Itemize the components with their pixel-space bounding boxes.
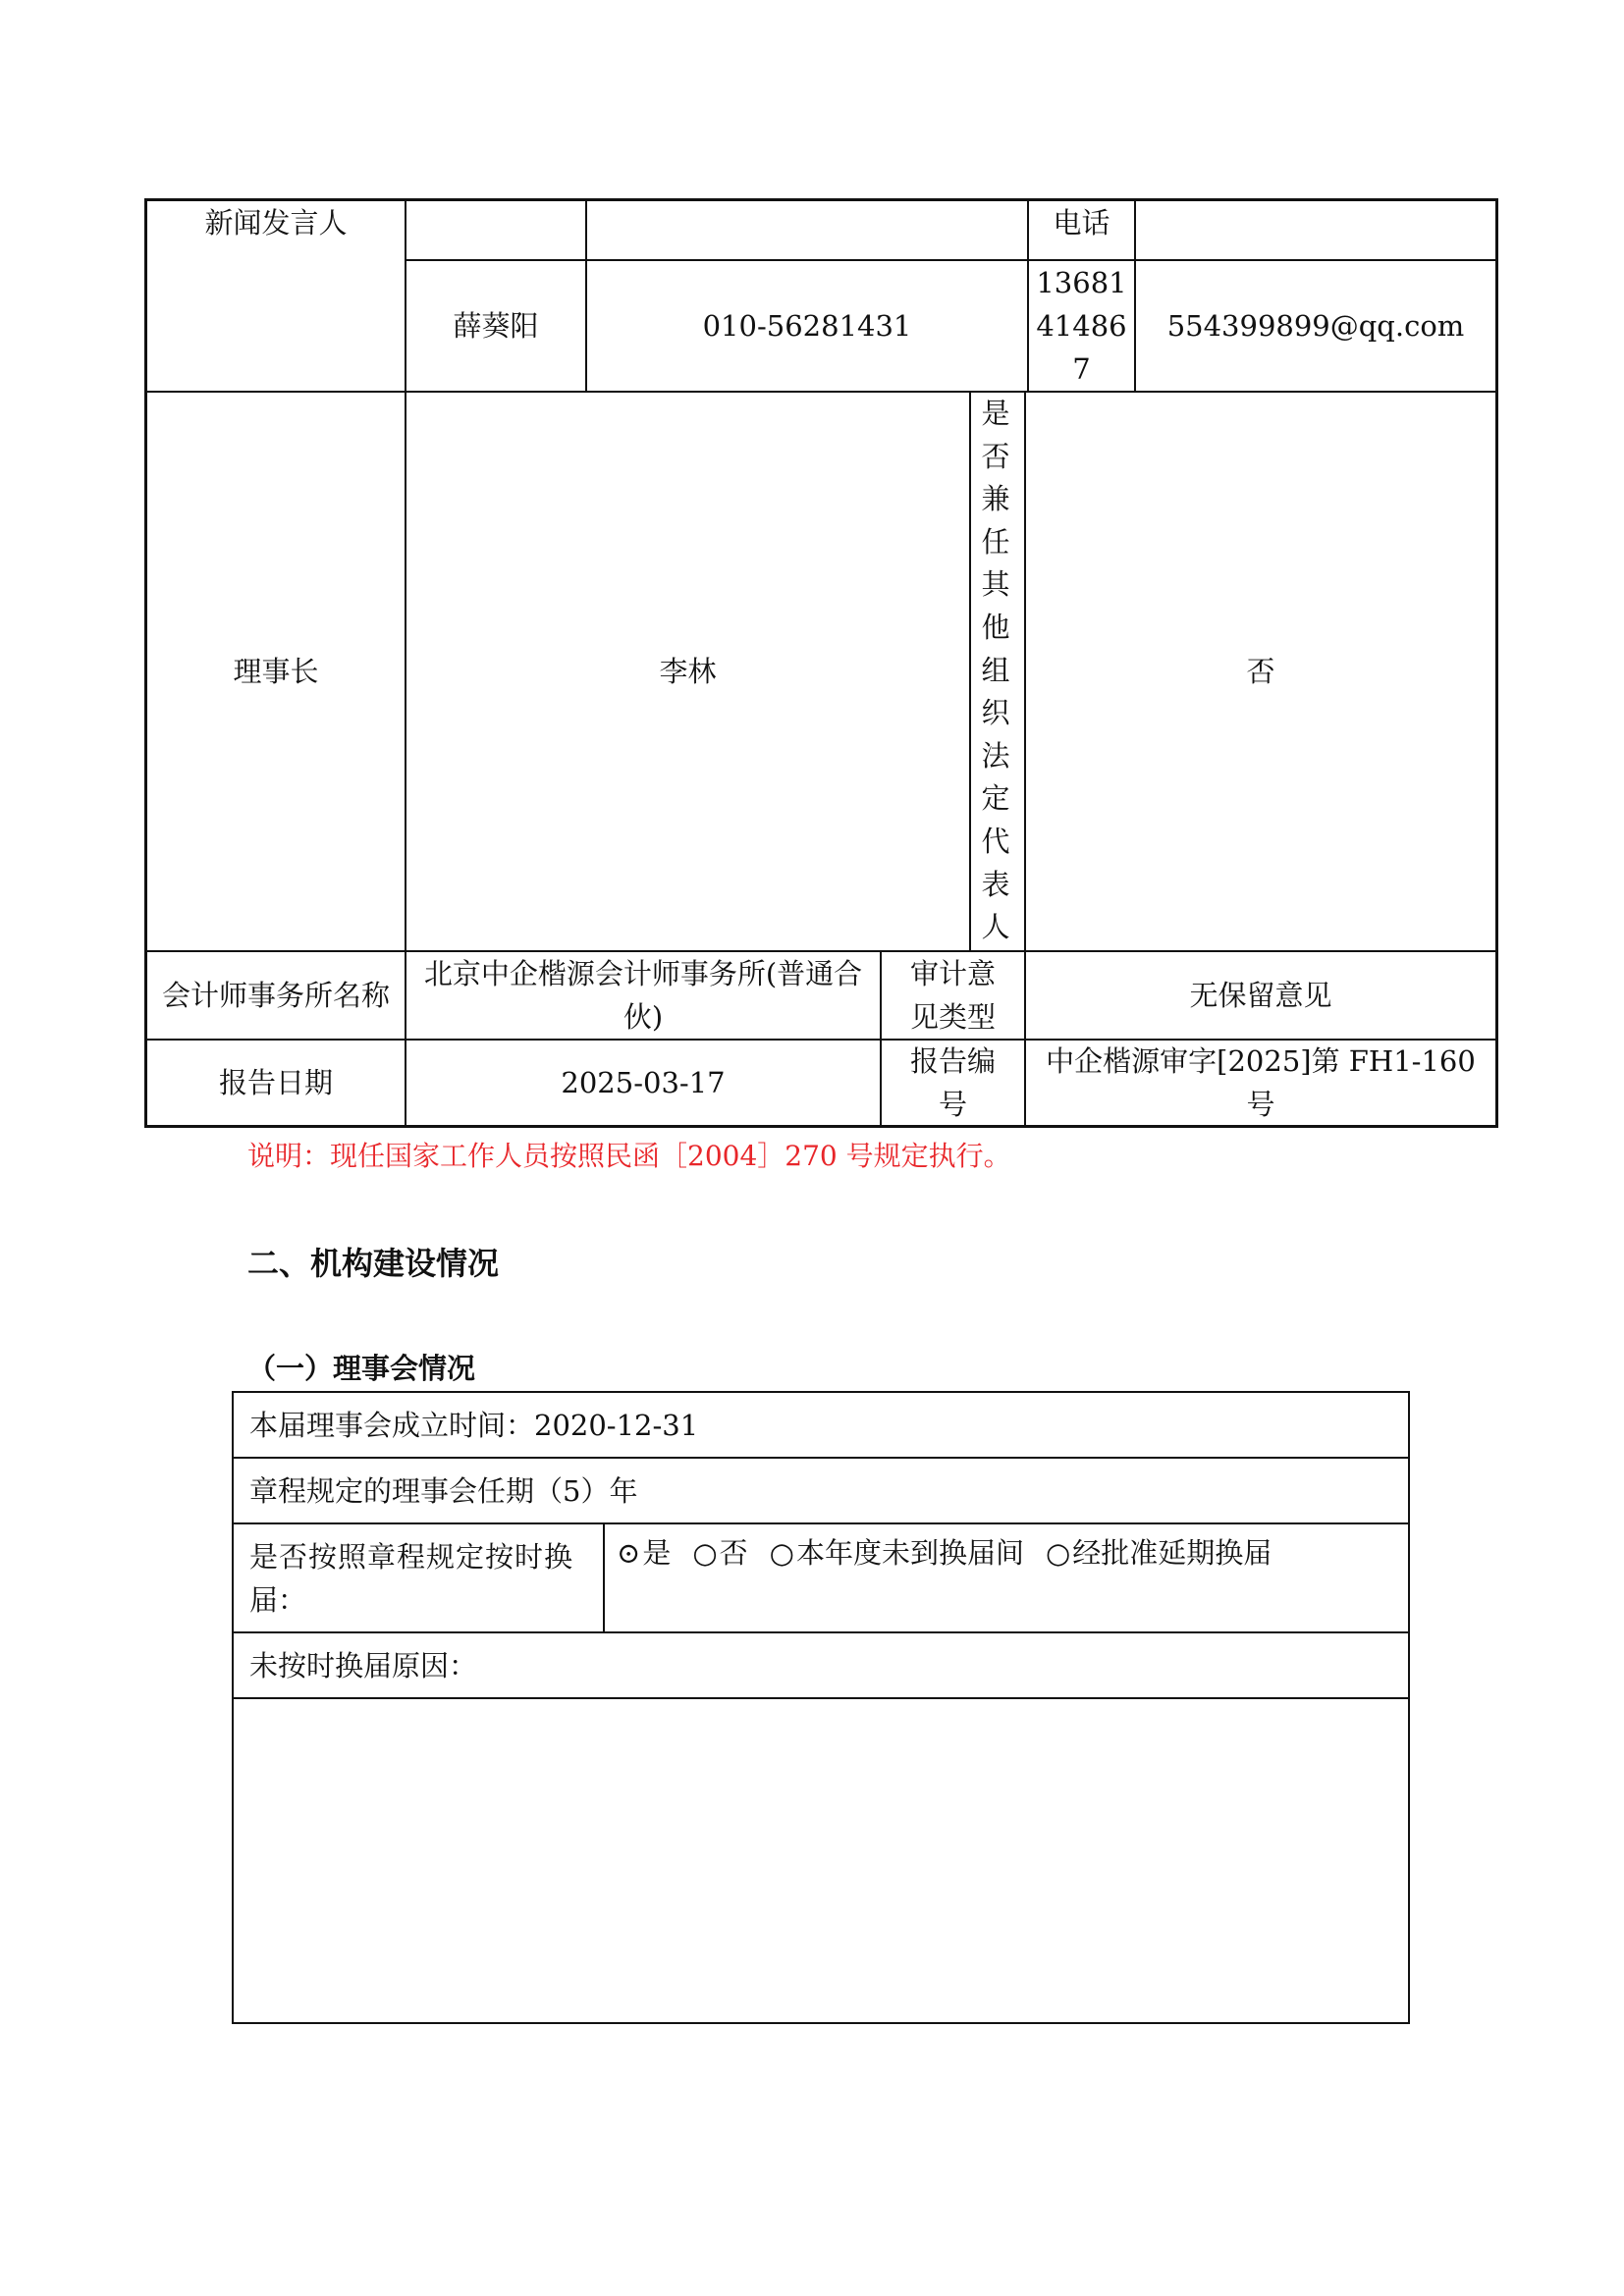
concurrent-role-value: 否 [1246, 655, 1275, 688]
phone-label: 电话 [1053, 206, 1110, 240]
spokesperson-label: 新闻发言人 [204, 206, 348, 240]
mobile-line: 41486 [1036, 309, 1127, 343]
option-not-due[interactable]: ○本年度未到换届间 [770, 1531, 1024, 1575]
report-date: 2025-03-17 [561, 1066, 726, 1099]
on-time-label: 是否按照章程规定按时换 届： [249, 1539, 574, 1617]
report-date-label: 报告日期 [218, 1066, 333, 1099]
opinion-type-value: 无保留意见 [1189, 979, 1332, 1012]
board-established-date: 本届理事会成立时间：2020-12-31 [249, 1408, 699, 1442]
chairman-label: 理事长 [233, 655, 319, 688]
option-extension-approved[interactable]: ○经批准延期换届 [1046, 1531, 1272, 1575]
mobile-line: 7 [1072, 352, 1091, 386]
option-yes[interactable]: ⊙是 [617, 1531, 671, 1575]
option-no[interactable]: ○否 [692, 1531, 747, 1575]
regulation-note: 说明：现任国家工作人员按照民函［2004］270 号规定执行。 [247, 1140, 1011, 1172]
concurrent-role-label: 是 否 兼 任 其 他 组 织 法 定 代 表 人 [981, 397, 1010, 944]
subsection-title: （一）理事会情况 [247, 1352, 476, 1385]
office-phone: 010-56281431 [702, 309, 912, 343]
radio-unchecked-icon: ○ [692, 1536, 718, 1570]
mobile-phone [1029, 261, 1134, 391]
opinion-type-label: 审计意 见类型 [909, 957, 996, 1034]
radio-unchecked-icon: ○ [769, 1536, 794, 1570]
firm-label: 会计师事务所名称 [161, 979, 390, 1012]
on-time-options [617, 1531, 1402, 1590]
section-title: 二、机构建设情况 [247, 1245, 500, 1282]
report-number-label: 报告编 号 [909, 1044, 996, 1121]
spokesperson-name: 薛葵阳 [453, 309, 539, 343]
delay-reason-text[interactable] [249, 1708, 1398, 2002]
chairman-name: 李林 [659, 655, 717, 688]
report-number: 中企楷源审字[2025]第 FH1-160 号 [1046, 1044, 1476, 1121]
mobile-line: 13681 [1036, 266, 1127, 299]
delay-reason-label: 未按时换届原因： [249, 1648, 478, 1682]
radio-checked-icon: ⊙ [617, 1536, 641, 1570]
radio-unchecked-icon: ○ [1045, 1536, 1071, 1570]
board-term: 章程规定的理事会任期（5）年 [249, 1473, 638, 1508]
email: 554399899@qq.com [1166, 309, 1465, 343]
firm-name: 北京中企楷源会计师事务所(普通合 伙) [423, 957, 863, 1034]
